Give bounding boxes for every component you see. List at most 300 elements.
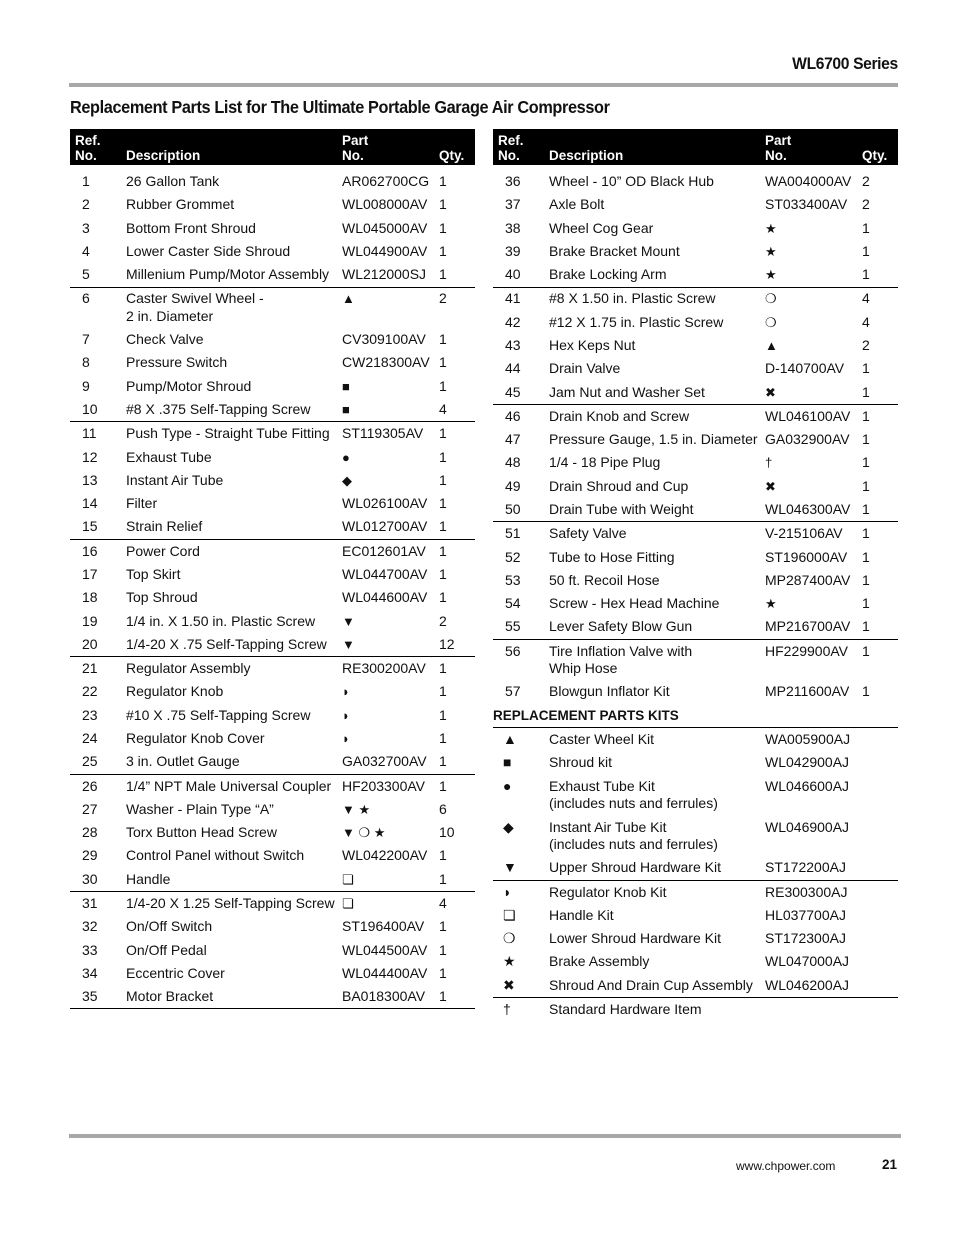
kit-symbol-ref: ■ bbox=[342, 398, 439, 422]
part-number: ST033400AV bbox=[765, 196, 848, 213]
ref-number: 6 bbox=[82, 290, 90, 307]
kit-row bbox=[493, 775, 898, 816]
qty-empty bbox=[862, 728, 898, 752]
description: Tube to Hose Fitting bbox=[549, 548, 675, 565]
table-row bbox=[70, 844, 475, 867]
description: Lower Shroud Hardware Kit bbox=[549, 930, 721, 947]
ref-number: 39 bbox=[505, 242, 521, 259]
bottom-rule bbox=[69, 1134, 901, 1138]
ref-number: 1 bbox=[82, 173, 90, 189]
kit-symbol: ★ bbox=[503, 953, 516, 970]
ref-number: 5 bbox=[70, 263, 126, 287]
ref-number: 53 bbox=[505, 571, 521, 588]
ref-number: 11 bbox=[82, 425, 97, 442]
qty-empty bbox=[862, 752, 898, 775]
table-row bbox=[493, 357, 898, 380]
description: Rubber Grommet bbox=[126, 196, 235, 213]
description: 50 ft. Recoil Hose bbox=[549, 571, 660, 588]
table-row bbox=[493, 217, 898, 240]
description: Caster Swivel Wheel - 2 in. Diameter bbox=[126, 290, 264, 324]
part-number: HL037700AJ bbox=[765, 906, 846, 923]
description: 1/4-20 X .75 Self-Tapping Screw bbox=[126, 633, 342, 657]
ref-number: 21 bbox=[82, 660, 98, 677]
table-row bbox=[70, 263, 475, 287]
ref-number: 36 bbox=[505, 173, 521, 189]
ref-number: 54 bbox=[505, 595, 521, 612]
qty-header: Qty. bbox=[862, 129, 898, 165]
description: Drain Tube with Weight bbox=[549, 498, 765, 522]
table-row bbox=[493, 334, 898, 357]
description: 1/4-20 X 1.25 Self-Tapping Screw bbox=[126, 894, 335, 911]
description: Regulator Knob Cover bbox=[126, 729, 265, 746]
description: Control Panel without Switch bbox=[126, 847, 305, 864]
table-row bbox=[70, 287, 475, 328]
quantity: 1 bbox=[439, 729, 447, 746]
quantity: 1 bbox=[862, 360, 870, 377]
kit-symbol: ■ bbox=[503, 754, 512, 771]
part-number: WL008000AV bbox=[342, 196, 428, 213]
description: Upper Shroud Hardware Kit bbox=[549, 856, 765, 880]
table-row bbox=[70, 539, 475, 563]
description: Top Skirt bbox=[126, 566, 181, 582]
table-row bbox=[493, 498, 898, 522]
qty-empty bbox=[862, 951, 898, 974]
ref-number: 9 bbox=[82, 377, 90, 394]
description-header: Description bbox=[549, 129, 765, 165]
description: #8 X .375 Self-Tapping Screw bbox=[126, 398, 342, 422]
table-row bbox=[493, 522, 898, 546]
table-row bbox=[493, 381, 898, 405]
kit-row bbox=[493, 904, 898, 927]
description: 3 in. Outlet Gauge bbox=[126, 750, 342, 774]
kit-symbol: ● bbox=[503, 777, 512, 794]
description: Brake Assembly bbox=[549, 953, 650, 970]
ref-number: 19 bbox=[82, 612, 98, 629]
description: Bottom Front Shroud bbox=[126, 219, 256, 236]
quantity: 1 bbox=[862, 642, 870, 659]
quantity: 1 bbox=[439, 219, 447, 236]
part-number: WL046200AJ bbox=[765, 974, 862, 998]
qty-header: Qty. bbox=[439, 129, 475, 165]
table-row bbox=[70, 193, 475, 216]
quantity: 4 bbox=[862, 313, 870, 330]
part-number: GA032900AV bbox=[765, 431, 850, 448]
description: Drain Valve bbox=[549, 360, 621, 377]
quantity: 1 bbox=[439, 242, 447, 259]
description: Millenium Pump/Motor Assembly bbox=[126, 263, 342, 287]
ref-number: 40 bbox=[493, 263, 549, 287]
description: Push Type - Straight Tube Fitting bbox=[126, 425, 330, 442]
quantity: 1 bbox=[862, 407, 870, 424]
description: Hex Keps Nut bbox=[549, 336, 636, 353]
qty-empty bbox=[862, 974, 898, 998]
description: #10 X .75 Self-Tapping Screw bbox=[126, 706, 311, 723]
description: 26 Gallon Tank bbox=[126, 173, 220, 189]
part-number: CW218300AV bbox=[342, 354, 430, 371]
kit-row bbox=[493, 951, 898, 974]
kit-symbol-ref: ▼ bbox=[342, 613, 355, 629]
quantity: 1 bbox=[862, 431, 870, 448]
ref-number: 41 bbox=[505, 290, 521, 307]
description: Pressure Switch bbox=[126, 354, 228, 371]
description: Eccentric Cover bbox=[126, 964, 225, 981]
table-row bbox=[70, 422, 475, 446]
quantity: 1 bbox=[439, 196, 447, 213]
part-number: WL044500AV bbox=[342, 941, 428, 958]
part-number: GA032700AV bbox=[342, 750, 439, 774]
part-number: ST172300AJ bbox=[765, 930, 846, 947]
description: #12 X 1.75 in. Plastic Screw bbox=[549, 313, 724, 330]
kit-symbol-ref: ◗ bbox=[342, 707, 350, 723]
ref-number: 16 bbox=[82, 542, 98, 559]
quantity: 1 bbox=[862, 242, 870, 259]
description: Screw - Hex Head Machine bbox=[549, 595, 720, 612]
description: Handle bbox=[126, 868, 342, 892]
kit-symbol: ❍ bbox=[503, 930, 516, 947]
kit-symbol-ref: ● bbox=[342, 449, 350, 465]
quantity: 1 bbox=[439, 331, 447, 348]
quantity: 1 bbox=[439, 516, 475, 540]
quantity: 1 bbox=[439, 683, 447, 700]
description: Instant Air Tube bbox=[126, 471, 224, 488]
kit-symbol-ref: ❏ bbox=[342, 868, 439, 892]
quantity: 1 bbox=[862, 454, 870, 471]
ref-number: 55 bbox=[493, 615, 549, 639]
table-row bbox=[70, 798, 475, 821]
quantity: 1 bbox=[439, 354, 447, 371]
kit-symbol-ref: ▼ ❍ ★ bbox=[342, 825, 386, 841]
ref-number: 48 bbox=[505, 454, 521, 471]
kit-symbol-ref: ◗ bbox=[342, 730, 350, 746]
series-heading: WL6700 Series bbox=[792, 54, 898, 73]
quantity: 4 bbox=[862, 290, 870, 307]
table-row bbox=[493, 287, 898, 311]
part-number: WL044600AV bbox=[342, 589, 428, 606]
quantity: 1 bbox=[439, 263, 475, 287]
quantity: 1 bbox=[439, 448, 447, 465]
part-number: AR062700CG bbox=[342, 173, 430, 189]
quantity: 2 bbox=[439, 612, 447, 629]
description: On/Off Pedal bbox=[126, 941, 207, 958]
parts-table-left-body bbox=[70, 165, 475, 1009]
description: Drain Knob and Screw bbox=[549, 407, 690, 424]
part-number: WL012700AV bbox=[342, 516, 439, 540]
description: #8 X 1.50 in. Plastic Screw bbox=[549, 290, 716, 307]
description: Safety Valve bbox=[549, 525, 627, 542]
table-row bbox=[493, 311, 898, 334]
ref-number: 22 bbox=[82, 683, 98, 700]
part-number: WL046900AJ bbox=[765, 818, 850, 835]
table-row bbox=[493, 451, 898, 474]
part-number: WL046300AV bbox=[765, 498, 862, 522]
kit-symbol-ref: ▼ ★ bbox=[342, 801, 371, 817]
part-number: RE300200AV bbox=[342, 660, 426, 677]
table-row bbox=[70, 586, 475, 609]
ref-number: 38 bbox=[505, 219, 521, 236]
table-row bbox=[70, 446, 475, 469]
kit-symbol-ref: ✖ bbox=[765, 381, 862, 405]
table-row bbox=[70, 915, 475, 938]
page-title: Replacement Parts List for The Ultimate Portable Garage Air Compressor bbox=[70, 97, 610, 117]
ref-number: 24 bbox=[82, 729, 98, 746]
ref-number: 7 bbox=[82, 331, 90, 348]
ref-number: 12 bbox=[82, 448, 98, 465]
ref-number: 2 bbox=[82, 196, 90, 213]
table-row bbox=[70, 165, 475, 193]
ref-number: 29 bbox=[82, 847, 98, 864]
kit-symbol-ref: ▼ bbox=[342, 633, 439, 657]
part-number: WA005900AJ bbox=[765, 731, 851, 748]
table-row bbox=[70, 633, 475, 657]
ref-number: 52 bbox=[505, 548, 521, 565]
quantity: 1 bbox=[862, 683, 870, 700]
ref-number: 20 bbox=[70, 633, 126, 657]
table-row bbox=[70, 328, 475, 351]
table-header-row bbox=[70, 129, 475, 165]
description-header: Description bbox=[126, 129, 342, 165]
table-row bbox=[70, 892, 475, 916]
parts-table-right-body bbox=[493, 165, 898, 1021]
table-row bbox=[70, 375, 475, 398]
quantity: 1 bbox=[862, 219, 870, 236]
kit-symbol-ref: ★ bbox=[765, 220, 777, 236]
ref-number: 25 bbox=[70, 750, 126, 774]
kit-row bbox=[493, 816, 898, 857]
part-number: WL045000AV bbox=[342, 219, 428, 236]
description: Check Valve bbox=[126, 331, 204, 348]
part-number bbox=[765, 998, 862, 1022]
quantity: 4 bbox=[439, 894, 447, 911]
description: Pump/Motor Shroud bbox=[126, 377, 252, 394]
part-number: BA018300AV bbox=[342, 985, 439, 1009]
ref-number: 17 bbox=[82, 566, 98, 582]
part-number: WL046100AV bbox=[765, 407, 851, 424]
description: Standard Hardware Item bbox=[549, 1001, 702, 1017]
ref-number: 56 bbox=[505, 642, 521, 659]
kit-symbol-ref: ❍ bbox=[765, 291, 777, 307]
quantity: 1 bbox=[862, 595, 870, 612]
part-number: WL044400AV bbox=[342, 964, 428, 981]
qty-empty bbox=[862, 816, 898, 857]
quantity: 1 bbox=[439, 750, 475, 774]
kit-row bbox=[493, 728, 898, 752]
kit-symbol: ✖ bbox=[493, 974, 549, 998]
ref-number: 34 bbox=[82, 964, 98, 981]
description: Motor Bracket bbox=[126, 985, 342, 1009]
ref-number: 27 bbox=[82, 800, 98, 817]
description: Brake Bracket Mount bbox=[549, 242, 680, 259]
table-row bbox=[70, 398, 475, 422]
description: Brake Locking Arm bbox=[549, 263, 765, 287]
table-row bbox=[493, 615, 898, 639]
part-number: WA004000AV bbox=[765, 173, 852, 189]
part-number: CV309100AV bbox=[342, 331, 426, 348]
table-row bbox=[493, 404, 898, 428]
description: Handle Kit bbox=[549, 906, 614, 923]
quantity: 10 bbox=[439, 824, 455, 841]
description: 1/4” NPT Male Universal Coupler bbox=[126, 777, 332, 794]
quantity: 12 bbox=[439, 633, 475, 657]
part-number-header: Part No. bbox=[342, 129, 439, 165]
table-row bbox=[70, 681, 475, 704]
quantity: 1 bbox=[439, 377, 447, 394]
quantity: 1 bbox=[862, 263, 898, 287]
kit-symbol-ref: ■ bbox=[342, 378, 350, 394]
quantity: 6 bbox=[439, 800, 447, 817]
part-number: ST196000AV bbox=[765, 548, 848, 565]
part-number: WL047000AJ bbox=[765, 953, 850, 970]
ref-header: Ref. No. bbox=[70, 129, 126, 165]
table-row bbox=[70, 469, 475, 492]
quantity: 2 bbox=[862, 196, 870, 213]
ref-number: 35 bbox=[70, 985, 126, 1009]
description: Regulator Assembly bbox=[126, 660, 251, 677]
kit-row bbox=[493, 974, 898, 998]
quantity: 1 bbox=[439, 589, 447, 606]
part-number: MP287400AV bbox=[765, 571, 851, 588]
table-row bbox=[70, 750, 475, 774]
ref-number: 44 bbox=[505, 360, 521, 377]
kit-symbol: ▲ bbox=[503, 731, 517, 748]
description: Washer - Plain Type “A” bbox=[126, 800, 274, 817]
description: Exhaust Tube bbox=[126, 448, 212, 465]
kits-heading: REPLACEMENT PARTS KITS bbox=[493, 704, 898, 728]
quantity: 4 bbox=[439, 398, 475, 422]
table-row bbox=[70, 352, 475, 375]
part-number: MP216700AV bbox=[765, 615, 862, 639]
description: Regulator Knob bbox=[126, 683, 224, 700]
part-number: WL026100AV bbox=[342, 495, 428, 512]
qty-empty bbox=[862, 998, 898, 1022]
table-row bbox=[70, 939, 475, 962]
part-number: ST172200AJ bbox=[765, 856, 862, 880]
description: Lever Safety Blow Gun bbox=[549, 615, 765, 639]
quantity: 1 bbox=[862, 498, 898, 522]
table-row bbox=[70, 516, 475, 540]
table-row bbox=[70, 657, 475, 681]
ref-number: 23 bbox=[82, 706, 98, 723]
table-row bbox=[493, 546, 898, 569]
page-number: 21 bbox=[882, 1157, 898, 1172]
ref-number: 10 bbox=[70, 398, 126, 422]
kit-symbol-ref: ★ bbox=[765, 263, 862, 287]
quantity: 1 bbox=[862, 615, 898, 639]
ref-number: 14 bbox=[82, 495, 98, 512]
description: Wheel - 10” OD Black Hub bbox=[549, 173, 714, 189]
table-row bbox=[70, 217, 475, 240]
part-number: HF229900AV bbox=[765, 642, 849, 659]
ref-number: 31 bbox=[82, 894, 98, 911]
ref-number: 47 bbox=[505, 431, 521, 448]
kit-symbol: ◆ bbox=[503, 818, 514, 835]
kit-symbol-ref: ✖ bbox=[765, 478, 776, 494]
description: Pressure Gauge, 1.5 in. Diameter bbox=[549, 431, 758, 448]
part-number-header: Part No. bbox=[765, 129, 862, 165]
kit-symbol-ref: ★ bbox=[765, 243, 777, 259]
ref-number: 3 bbox=[82, 219, 90, 236]
kit-symbol-ref: ❏ bbox=[342, 895, 354, 911]
description: Shroud And Drain Cup Assembly bbox=[549, 974, 765, 998]
table-row bbox=[70, 962, 475, 985]
quantity: 1 bbox=[439, 173, 447, 189]
description: Blowgun Inflator Kit bbox=[549, 683, 670, 700]
ref-number: 26 bbox=[82, 777, 98, 794]
part-number: D-140700AV bbox=[765, 360, 845, 377]
ref-number: 28 bbox=[82, 824, 98, 841]
quantity: 1 bbox=[439, 918, 447, 935]
footer-url: www.chpower.com bbox=[736, 1159, 836, 1173]
table-row bbox=[70, 985, 475, 1009]
ref-number: 18 bbox=[82, 589, 98, 606]
ref-number: 8 bbox=[82, 354, 90, 371]
ref-number: 13 bbox=[82, 471, 98, 488]
qty-empty bbox=[862, 904, 898, 927]
quantity: 1 bbox=[439, 964, 447, 981]
ref-number: 15 bbox=[70, 516, 126, 540]
quantity: 1 bbox=[862, 571, 870, 588]
parts-table-left bbox=[70, 129, 475, 1009]
ref-number: 46 bbox=[505, 407, 521, 424]
table-row bbox=[70, 704, 475, 727]
quantity: 1 bbox=[439, 941, 447, 958]
table-row bbox=[70, 610, 475, 633]
table-row bbox=[493, 165, 898, 193]
table-row bbox=[493, 639, 898, 680]
description: Caster Wheel Kit bbox=[549, 731, 655, 748]
part-number: ST196400AV bbox=[342, 918, 425, 935]
kit-row bbox=[493, 752, 898, 775]
table-row bbox=[493, 681, 898, 704]
kit-symbol: † bbox=[503, 1001, 511, 1017]
table-row bbox=[70, 868, 475, 892]
ref-number: 49 bbox=[505, 477, 521, 494]
description: 1/4 - 18 Pipe Plug bbox=[549, 454, 661, 471]
part-number: V-215106AV bbox=[765, 525, 843, 542]
description: Exhaust Tube Kit (includes nuts and ferrules) bbox=[549, 777, 718, 812]
qty-empty bbox=[862, 927, 898, 950]
description: Wheel Cog Gear bbox=[549, 219, 654, 236]
description: Tire Inflation Valve with Whip Hose bbox=[549, 642, 693, 677]
part-number: WL042900AJ bbox=[765, 754, 850, 771]
quantity: 1 bbox=[439, 985, 475, 1009]
description: Axle Bolt bbox=[549, 196, 605, 213]
quantity: 1 bbox=[862, 525, 870, 542]
kit-symbol-ref: ◆ bbox=[342, 472, 352, 488]
kit-symbol: ◗ bbox=[503, 883, 512, 900]
ref-header: Ref. No. bbox=[493, 129, 549, 165]
description: Jam Nut and Washer Set bbox=[549, 381, 765, 405]
table-row bbox=[70, 240, 475, 263]
quantity: 1 bbox=[439, 471, 447, 488]
table-row bbox=[493, 193, 898, 216]
description: On/Off Switch bbox=[126, 918, 213, 935]
part-number: ST119305AV bbox=[342, 425, 424, 442]
quantity: 2 bbox=[439, 290, 447, 307]
part-number: RE300300AJ bbox=[765, 883, 848, 900]
table-row bbox=[493, 475, 898, 498]
table-row bbox=[493, 569, 898, 592]
quantity: 2 bbox=[862, 173, 870, 189]
description: Drain Shroud and Cup bbox=[549, 477, 689, 494]
table-row bbox=[493, 263, 898, 287]
top-rule bbox=[69, 83, 898, 87]
quantity: 1 bbox=[439, 425, 447, 442]
description: Strain Relief bbox=[126, 516, 342, 540]
qty-empty bbox=[862, 856, 898, 880]
kit-symbol-ref: ❍ bbox=[765, 314, 777, 330]
quantity: 2 bbox=[862, 336, 870, 353]
description: Power Cord bbox=[126, 542, 200, 559]
